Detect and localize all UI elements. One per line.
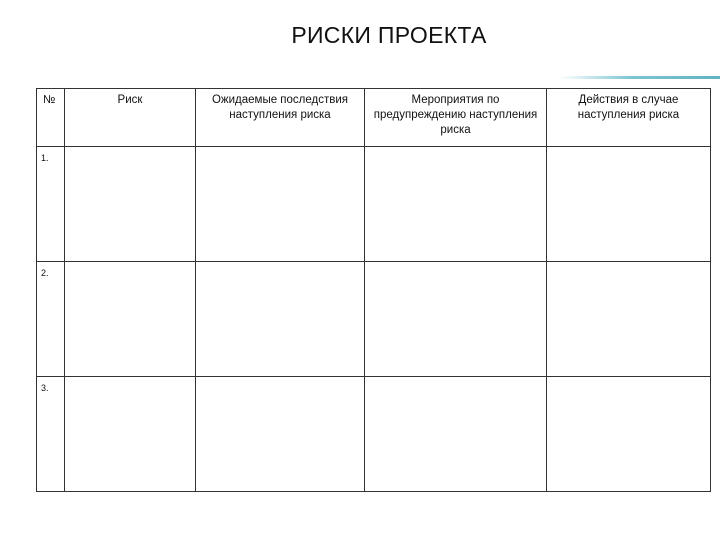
table-row bbox=[37, 262, 711, 377]
actions-cell[interactable] bbox=[547, 377, 711, 492]
accent-divider bbox=[560, 76, 720, 79]
actions-cell[interactable] bbox=[547, 262, 711, 377]
page-title: РИСКИ ПРОЕКТА bbox=[291, 22, 487, 48]
row-number: 1. bbox=[37, 147, 65, 262]
consequences-cell[interactable] bbox=[196, 147, 365, 262]
consequences-cell[interactable] bbox=[196, 262, 365, 377]
row-number: 2. bbox=[37, 262, 65, 377]
header-consequences: Ожидаемые последствия наступления риска bbox=[196, 89, 365, 147]
header-number: № bbox=[37, 89, 65, 147]
risk-cell[interactable] bbox=[65, 377, 196, 492]
risk-table bbox=[36, 88, 711, 492]
actions-cell[interactable] bbox=[547, 147, 711, 262]
prevention-cell[interactable] bbox=[365, 147, 547, 262]
prevention-cell[interactable] bbox=[365, 377, 547, 492]
prevention-cell[interactable] bbox=[365, 262, 547, 377]
header-risk: Риск bbox=[65, 89, 196, 147]
header-actions: Действия в случае наступления риска bbox=[547, 89, 711, 147]
table-row bbox=[37, 377, 711, 492]
consequences-cell[interactable] bbox=[196, 377, 365, 492]
row-number: 3. bbox=[37, 377, 65, 492]
risk-cell[interactable] bbox=[65, 262, 196, 377]
table-header-row bbox=[37, 89, 711, 147]
header-prevention: Мероприятия по предупреждению наступления риска bbox=[365, 89, 547, 147]
table-row bbox=[37, 147, 711, 262]
risk-cell[interactable] bbox=[65, 147, 196, 262]
